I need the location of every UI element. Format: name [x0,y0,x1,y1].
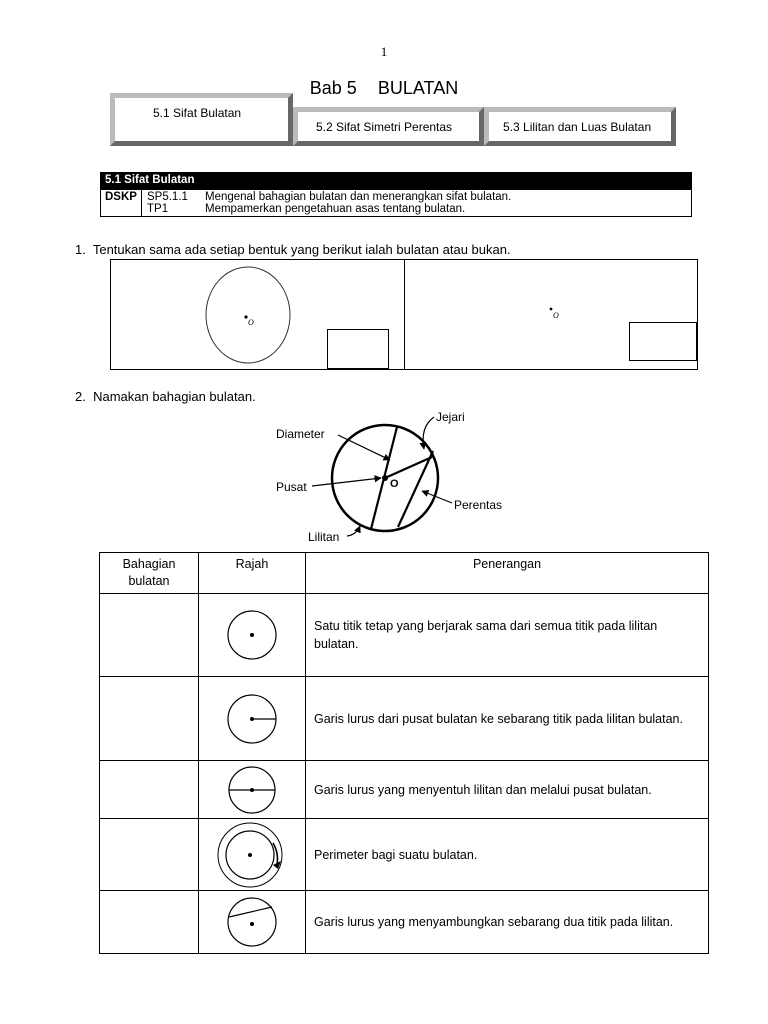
label-perentas: Perentas [454,498,503,512]
center-label: O [552,311,559,320]
standard-code: DSKP [101,190,142,216]
header-desc: Penerangan [306,553,709,594]
page-number: 1 [380,44,388,59]
tp-code: TP1 [147,203,169,215]
label-jejari: Jejari [436,410,465,424]
table-row [100,594,709,677]
row-description: Garis lurus dari pusat bulatan ke sebarang titik pada lilitan bulatan. [306,677,709,761]
table-row [100,761,709,819]
shape-cell-point [404,260,698,369]
question-number: 1. [75,242,86,257]
tab-lilitan-luas-bulatan[interactable] [484,107,676,146]
center-figure [222,605,282,665]
answer-cell[interactable] [100,761,199,819]
chord-figure [222,893,282,951]
chapter-label: Bab 5 [309,78,357,98]
row-description: Satu titik tetap yang berjarak sama dari semua titik pada lilitan bulatan. [306,594,709,677]
question-text: Tentukan sama ada setiap bentuk yang berikut ialah bulatan atau bukan. [92,242,511,257]
circumference-figure [215,821,289,889]
label-diameter: Diameter [276,427,325,441]
circle-parts-table [99,552,709,954]
question-text: Namakan bahagian bulatan. [93,389,256,404]
answer-box[interactable] [327,329,389,369]
table-row [100,819,709,891]
label-pusat: Pusat [276,480,307,494]
shape-table [110,259,698,370]
shape-cell-ellipse [111,260,404,369]
diagram-center-label: O [390,478,399,490]
sp-text: Mengenal bahagian bulatan dan menerangkan sifat bulatan. [205,191,512,203]
tab-label: 5.3 Lilitan dan Luas Bulatan [503,120,652,134]
question-1 [75,242,511,257]
tab-sifat-simetri-perentas[interactable] [293,107,484,146]
question-2 [75,389,256,404]
row-description: Garis lurus yang menyentuh lilitan dan melalui pusat bulatan. [306,761,709,819]
standard-heading: 5.1 Sifat Bulatan [101,173,691,190]
diameter-figure [222,763,282,817]
chapter-name: BULATAN [377,78,459,98]
table-row [100,677,709,761]
row-description: Garis lurus yang menyambungkan sebarang dua titik pada lilitan. [306,891,709,954]
table-row [100,891,709,954]
answer-cell[interactable] [100,891,199,954]
radius-figure [222,689,282,749]
answer-box[interactable] [629,322,697,361]
circle-parts-diagram [270,405,520,547]
answer-cell[interactable] [100,819,199,891]
row-description: Perimeter bagi suatu bulatan. [306,819,709,891]
tab-label: 5.1 Sifat Bulatan [153,106,242,120]
question-number: 2. [75,389,86,404]
standard-table [100,172,692,217]
tab-label: 5.2 Sifat Simetri Perentas [316,120,453,134]
answer-cell[interactable] [100,594,199,677]
header-figure: Rajah [199,553,306,594]
sp-code: SP5.1.1 [147,191,188,203]
center-label: O [248,318,254,327]
answer-cell[interactable] [100,677,199,761]
label-lilitan: Lilitan [308,530,340,544]
tp-text: Mempamerkan pengetahuan asas tentang bulatan. [205,203,466,215]
tab-sifat-bulatan[interactable] [110,93,293,146]
header-part: Bahagian bulatan [100,553,199,594]
